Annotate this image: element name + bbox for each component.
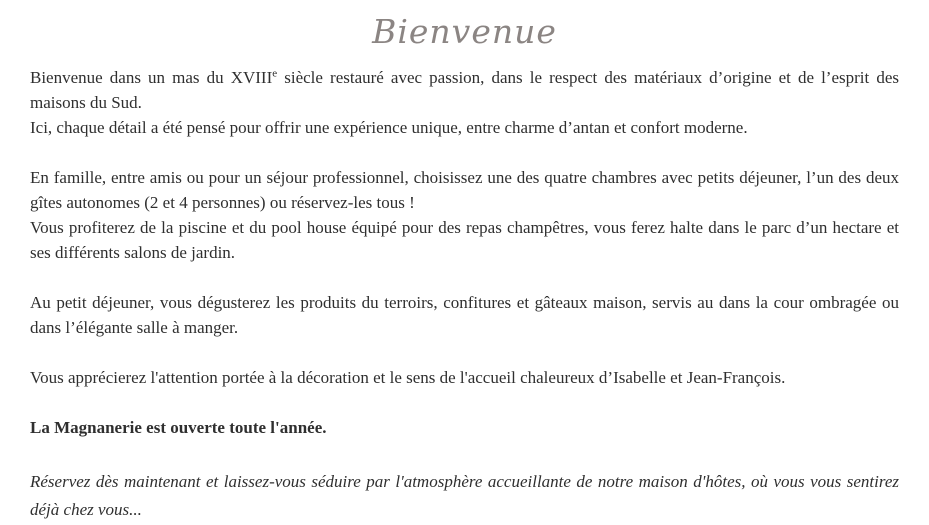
closing-text: Réservez dès maintenant et laissez-vous séduire par l'atmosphère accueillante de notre maison d'hôtes, où vous vous sentirez déjà chez vous... (30, 472, 899, 519)
stay-line1: En famille, entre amis ou pour un séjour professionnel, choisissez une des quatre chambres avec petits déjeuner, l’un des deux gîtes autonomes (2 et 4 personnes) ou réservez-les tous ! (30, 168, 899, 212)
intro-paragraph (30, 65, 899, 140)
closing-paragraph (30, 468, 899, 524)
stay-paragraph (30, 165, 899, 265)
open-all-year-paragraph (30, 415, 899, 440)
hosts-text: Vous apprécierez l'attention portée à la décoration et le sens de l'accueil chaleureux d’Isabelle et Jean-François. (30, 368, 786, 387)
century-superscript: e (272, 67, 278, 80)
intro-line1-after-sup: siècle restauré avec passion, dans le respect des matériaux d’origine et de l’esprit des maisons du Sud. (30, 68, 899, 112)
breakfast-text: Au petit déjeuner, vous dégusterez les produits du terroirs, confitures et gâteaux maison, servis au dans la cour ombragée ou dans l’élégante salle à manger. (30, 293, 899, 337)
breakfast-paragraph (30, 290, 899, 340)
page-title: Bienvenue (372, 12, 557, 51)
stay-line2: Vous profiterez de la piscine et du pool house équipé pour des repas champêtres, vous ferez halte dans le parc d’un hectare et ses différents salons de jardin. (30, 218, 899, 262)
open-all-year-text: La Magnanerie est ouverte toute l'année. (30, 418, 327, 437)
hosts-paragraph (30, 365, 899, 390)
intro-line1-before-sup: Bienvenue dans un mas du XVIII (30, 68, 273, 87)
intro-line2: Ici, chaque détail a été pensé pour offrir une expérience unique, entre charme d’antan et confort moderne. (30, 118, 748, 137)
